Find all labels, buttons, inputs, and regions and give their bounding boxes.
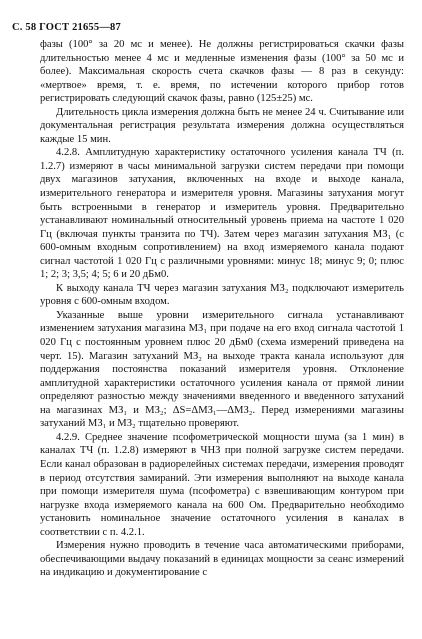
paragraph-4-2-9: 4.2.9. Среднее значение псофометрической мощности шума (за 1 мин) в каналах ТЧ (п. 1.2.8) измеряют в ЧНЗ при полной загрузке систем передачи. Если канал образован в радиорелейных системах передачи, измерения проводят в период отсутствия замираний. Эти измерения выполняют на выходе канала при помощи измерителя шума (псофометра) с взвешивающим контуром при нагрузке входа измеряемого канала на 600 Ом. Предварительно необходимо установить номинальное значение остаточного усиления в каналах в соответствии с п. 4.2.1. [40,431,404,538]
body-text [40,38,404,580]
paragraph-measurement-duration: Измерения нужно проводить в течение часа автоматическими приборами, обеспечивающими выдачу показаний в единицах мощности за сеанс измерений на индикацию и документирование с [40,540,404,579]
page-header: С. 58 ГОСТ 21655—87 [12,22,121,33]
paragraph-continuation: фазы (100° за 20 мс и менее). Не должны регистрироваться скачки фазы длительностью менее 4 мс и медленные изменения фазы (100° за 50 мс и более). Максимальная скорость счета скачков фазы — 8 раз в секунду: «мертвое» время, т. е. время, по истечении которого прибор готов регистрировать следующий скачок фазы, равно (125±25) мс. [40,39,404,105]
paragraph-4-2-8: 4.2.8. Амплитудную характеристику остаточного усиления канала ТЧ (п. 1.2.7) измеряют в часы минимальной загрузки систем передачи при помощи двух магазинов затухания, включенных на входе и выходе канала, измерительного генератора и измерителя уровня. Магазины затухания могут быть встроенными в генератор и измеритель уровня. Предварительно устанавливают номинальный относительный уровень приема на частоте 1 020 Гц (включая пункты транзита по ТЧ). Затем через магазин затухания МЗ₁ (с 600-омным входным сопротивлением) на вход измеряемого канала подают сигнал частотой 1 020 Гц с различными уровнями: минус 18; минус 9; 0; плюс 1; 2; 3; 3,5; 4; 5; 6 и 20 дБм0. [40,147,404,281]
paragraph-output-connection: К выходу канала ТЧ через магазин затухания МЗ₂ подключают измеритель уровня с 600-омным входом. [40,282,404,308]
paragraph-cycle-duration: Длительность цикла измерения должна быть не менее 24 ч. Считывание или документальная регистрация результата измерения должна осуществляться каждые 15 мин. [40,106,404,145]
paragraph-signal-levels: Указанные выше уровни измерительного сигнала устанавливают изменением затухания магазина МЗ₁ при подаче на его вход сигнала частотой 1 020 Гц с постоянным уровнем плюс 20 дБм0 (схема измерений приведена на черт. 15). Магазин затуханий МЗ₂ на выходе тракта канала используют для поддержания постоянства показаний измерителя уровня. Отклонение амплитудной характеристики остаточного усиления канала от прямой линии определяют разностью между значениями введенного и введенного затуханий на магазинах МЗ₁ и МЗ₂; ΔS=ΔМЗ₁—ΔМЗ₂. Перед измерениями магазины затуханий МЗ₁ и МЗ₂ тщательно проверяют. [40,309,404,430]
